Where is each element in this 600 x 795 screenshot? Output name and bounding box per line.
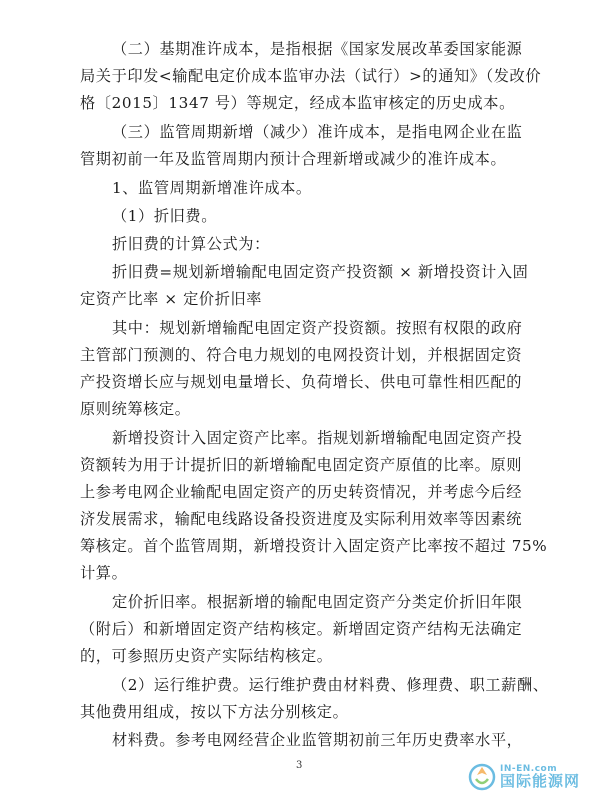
page-number: 3 [296, 760, 303, 771]
text-line: 原则统筹核定。 [80, 400, 191, 418]
text-line: 折旧费=规划新增输配电固定资产投资额 × 新增投资计入固 [112, 263, 529, 281]
text-line: 筹核定。首个监管周期，新增投资计入固定资产比率按不超过 75% [80, 537, 548, 555]
text-line: 局关于印发<输配电定价成本监审办法（试行）>的通知》（发改价 [80, 67, 542, 85]
text-line: （附后）和新增固定资产结构核定。新增固定资产结构无法确定 [80, 620, 523, 638]
watermark-name: 国际能源网 [500, 772, 581, 790]
text-line: 折旧费的计算公式为： [112, 235, 270, 253]
text-line: （2）运行维护费。运行维护费由材料费、修理费、职工薪酬、 [112, 676, 549, 694]
text-line: 资额转为用于计提折旧的新增输配电固定资产原值的比率。原则 [80, 456, 523, 474]
text-line: 定价折旧率。根据新增的输配电固定资产分类定价折旧年限 [112, 593, 523, 611]
text-line: 其中：规划新增输配电固定资产投资额。按照有权限的政府 [112, 319, 523, 337]
text-line: 产投资增长应与规划电量增长、负荷增长、供电可靠性相匹配的 [80, 373, 523, 391]
text-line: 计算。 [80, 564, 128, 582]
text-line: （1）折旧费。 [112, 207, 217, 225]
text-line: 格〔2015〕1347 号）等规定，经成本监审核定的历史成本。 [80, 94, 515, 112]
text-line: 1、监管周期新增准许成本。 [112, 179, 312, 197]
text-line: 管期初前一年及监管周期内预计合理新增或减少的准许成本。 [80, 150, 507, 168]
text-line: 其他费用组成，按以下方法分别核定。 [80, 703, 349, 721]
watermark-logo [468, 760, 598, 794]
text-line: 主管部门预测的、符合电力规划的电网投资计划，并根据固定资 [80, 346, 523, 364]
energy-logo-icon [468, 763, 496, 791]
text-line: 定资产比率 × 定价折旧率 [80, 290, 263, 308]
text-line: 的，可参照历史资产实际结构核定。 [80, 647, 333, 665]
text-line: 新增投资计入固定资产比率。指规划新增输配电固定资产投 [112, 429, 523, 447]
text-line: 济发展需求，输配电线路设备投资进度及实际利用效率等因素统 [80, 510, 523, 528]
text-line: （三）监管周期新增（减少）准许成本，是指电网企业在监 [112, 123, 523, 141]
text-line: 上参考电网企业输配电固定资产的历史转资情况，并考虑今后经 [80, 483, 523, 501]
text-line: （二）基期准许成本，是指根据《国家发展改革委国家能源 [112, 40, 523, 58]
text-line: 材料费。参考电网经营企业监管期初前三年历史费率水平， [112, 731, 523, 749]
watermark-domain: IN-EN.com [500, 764, 558, 774]
